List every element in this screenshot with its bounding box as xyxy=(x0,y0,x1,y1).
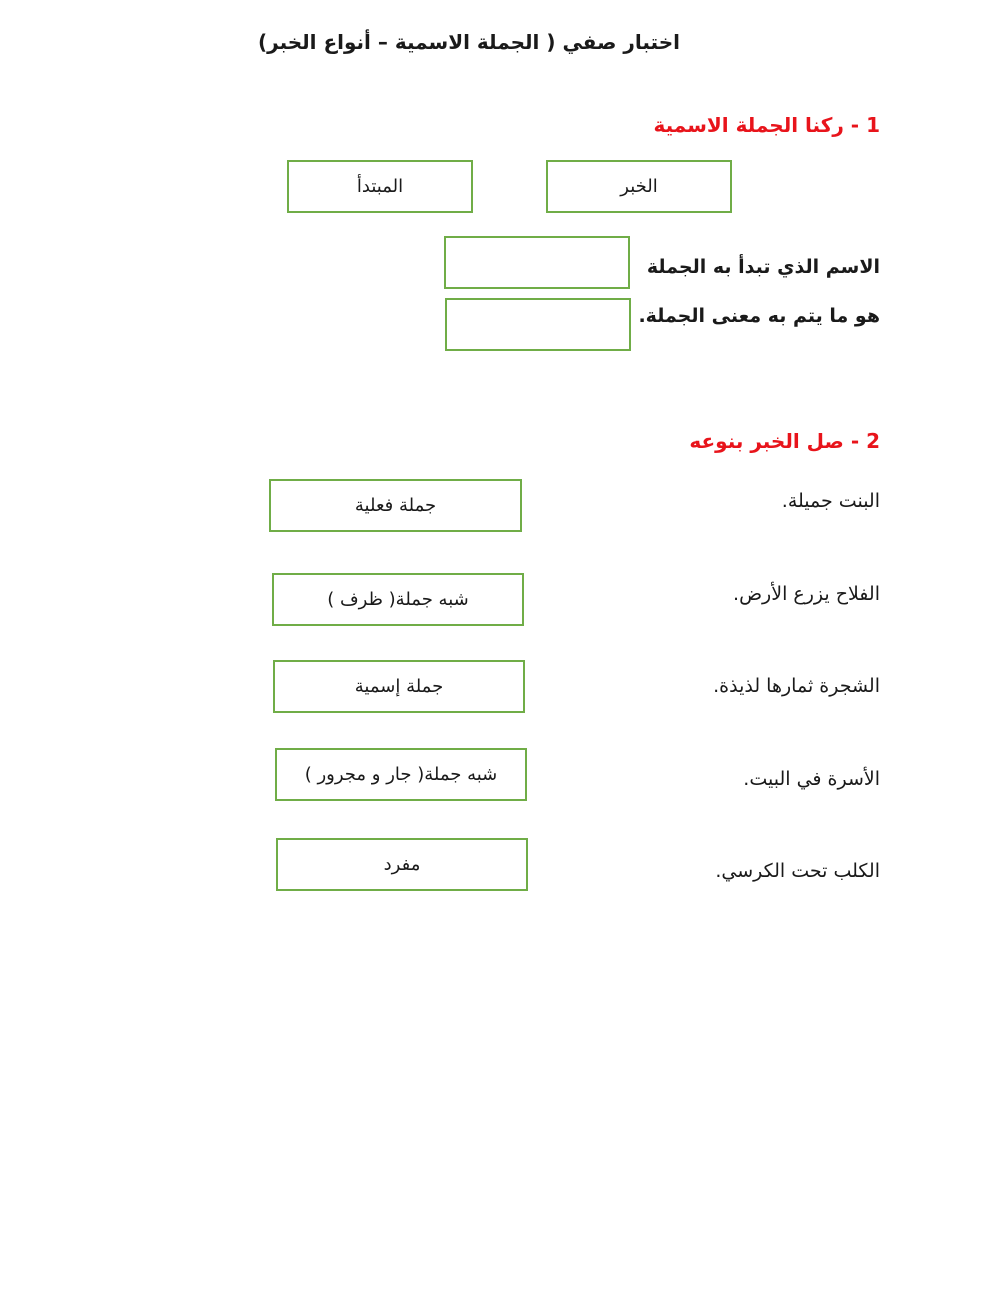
sentence-2: الفلاح يزرع الأرض. xyxy=(733,583,880,605)
word-box-mubtada[interactable]: المبتدأ xyxy=(287,160,473,213)
type-box-1[interactable]: جملة فعلية xyxy=(269,479,522,532)
page-title: اختبار صفي ( الجملة الاسمية – أنواع الخبر) xyxy=(257,30,680,54)
type-box-3[interactable]: جملة إسمية xyxy=(273,660,525,713)
type-box-2[interactable]: شبه جملة( ظرف ) xyxy=(272,573,524,626)
sentence-1: البنت جميلة. xyxy=(781,490,880,512)
sentence-5: الكلب تحت الكرسي. xyxy=(715,860,880,882)
answer-box-1[interactable] xyxy=(444,236,630,289)
definition-1: الاسم الذي تبدأ به الجملة xyxy=(646,256,880,278)
section1-heading: 1 - ركنا الجملة الاسمية xyxy=(653,113,880,137)
answer-box-2[interactable] xyxy=(445,298,631,351)
type-box-4[interactable]: شبه جملة( جار و مجرور ) xyxy=(275,748,527,801)
sentence-3: الشجرة ثمارها لذيذة. xyxy=(713,675,880,697)
word-box-khabar[interactable]: الخبر xyxy=(546,160,732,213)
type-box-5[interactable]: مفرد xyxy=(276,838,528,891)
section2-heading: 2 - صل الخبر بنوعه xyxy=(689,429,880,453)
definition-2: هو ما يتم به معنى الجملة. xyxy=(638,305,880,327)
sentence-4: الأسرة في البيت. xyxy=(743,768,880,790)
